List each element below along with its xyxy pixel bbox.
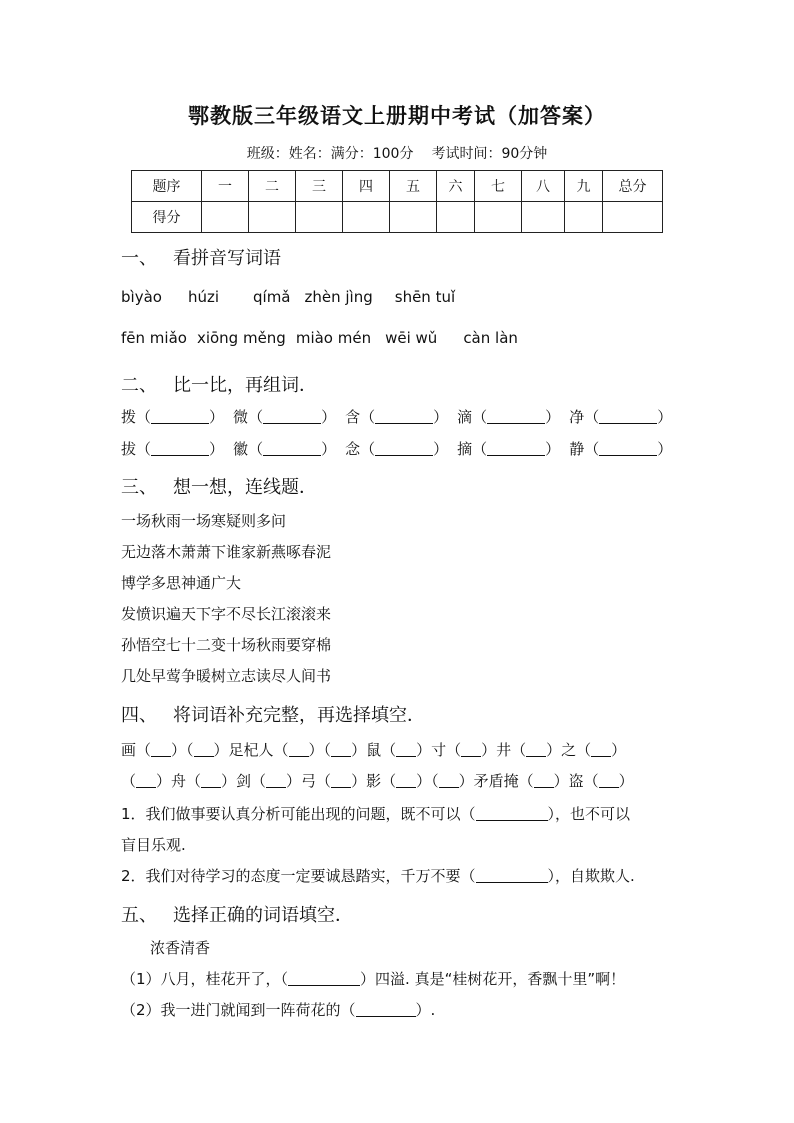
question-text: （1）八月，桂花开了，（	[121, 970, 289, 988]
idiom-text: ）	[611, 741, 627, 759]
table-header-cell: 三	[296, 171, 343, 202]
section-number: 二、	[121, 375, 157, 396]
idiom-text: ）影（	[351, 772, 397, 790]
answer-blank[interactable]	[487, 441, 545, 456]
answer-blank[interactable]	[331, 773, 351, 788]
section-number: 一、	[121, 248, 157, 269]
score-cell[interactable]	[475, 202, 522, 233]
char-label: 徽	[233, 440, 249, 458]
question-text: （2）我一进门就闻到一阵荷花的（	[121, 1001, 356, 1019]
score-cell[interactable]	[437, 202, 475, 233]
answer-blank[interactable]	[599, 773, 619, 788]
score-table-score-row	[132, 202, 663, 233]
char-label: 净	[569, 408, 585, 426]
char-item: 徽（ ）	[233, 440, 337, 458]
answer-blank[interactable]	[396, 773, 416, 788]
idiom-text: ）（	[416, 772, 439, 790]
idiom-text: ）盗（	[553, 772, 599, 790]
section-number: 三、	[121, 477, 157, 498]
score-cell[interactable]	[249, 202, 296, 233]
idiom-text: ）矛盾掩（	[458, 772, 534, 790]
char-label: 念	[345, 440, 361, 458]
table-header-cell: 四	[343, 171, 390, 202]
pinyin-item: zhèn jìng	[304, 288, 373, 306]
char-item: 滴（ ）	[457, 408, 561, 426]
section-title: 选择正确的词语填空．	[173, 905, 353, 926]
answer-blank[interactable]	[396, 742, 416, 757]
question-text: ）四溢. 真是“桂树花开，香飘十里”啊！	[360, 970, 626, 988]
answer-blank[interactable]	[534, 773, 554, 788]
answer-blank[interactable]	[591, 742, 611, 757]
char-label: 拔	[121, 440, 137, 458]
section-2-heading	[121, 371, 317, 397]
idiom-row-1	[121, 739, 626, 760]
section-number: 四、	[121, 705, 157, 726]
table-header-cell: 总分	[603, 171, 663, 202]
char-item: 净（ ）	[569, 408, 673, 426]
question-text: 2．我们对待学习的态度一定要诚恳踏实，千万不要（	[121, 867, 476, 885]
score-cell[interactable]	[296, 202, 343, 233]
idiom-text: ）鼠（	[351, 741, 397, 759]
matching-line: 博学多思神通广大	[121, 574, 242, 592]
table-header-cell: 五	[390, 171, 437, 202]
score-table-header-row	[132, 171, 663, 202]
idiom-text: ）之（	[546, 741, 592, 759]
pinyin-row-1	[121, 288, 461, 306]
char-item: 微（ ）	[233, 408, 337, 426]
question-text: ）.	[415, 1001, 436, 1019]
answer-blank[interactable]	[487, 409, 545, 424]
pinyin-item: miào mén	[295, 329, 372, 347]
idiom-text: ）剑（	[221, 772, 267, 790]
question-4-1	[121, 803, 630, 824]
answer-blank[interactable]	[599, 441, 657, 456]
page-title: 鄂教版三年级语文上册期中考试（加答案）	[188, 103, 606, 128]
char-label: 滴	[457, 408, 473, 426]
answer-blank[interactable]	[136, 773, 156, 788]
table-header-cell: 八	[522, 171, 565, 202]
idiom-text: ）舟（	[156, 772, 202, 790]
idiom-text: ）足杞人（	[213, 741, 289, 759]
char-label: 摘	[457, 440, 473, 458]
exam-time-label: 考试时间：90分钟	[431, 146, 548, 162]
answer-blank[interactable]	[599, 409, 657, 424]
char-item: 含（ ）	[345, 408, 449, 426]
question-5-2	[121, 999, 435, 1020]
table-header-cell: 七	[475, 171, 522, 202]
section-5-heading	[121, 901, 353, 927]
answer-blank[interactable]	[151, 409, 209, 424]
char-label: 静	[569, 440, 585, 458]
idiom-text: ）（	[171, 741, 194, 759]
answer-blank[interactable]	[194, 742, 214, 757]
table-header-cell: 六	[437, 171, 475, 202]
char-label: 含	[345, 408, 361, 426]
class-name-score-label: 班级：姓名：满分：100分	[246, 146, 414, 162]
answer-blank[interactable]	[439, 773, 459, 788]
answer-blank[interactable]	[263, 409, 321, 424]
section-number: 五、	[121, 905, 157, 926]
answer-blank[interactable]	[461, 742, 481, 757]
answer-blank[interactable]	[266, 773, 286, 788]
idiom-row-2	[121, 770, 634, 791]
char-item: 念（ ）	[345, 440, 449, 458]
question-4-2	[121, 865, 635, 886]
score-cell[interactable]	[522, 202, 565, 233]
char-item: 摘（ ）	[457, 440, 561, 458]
pinyin-item: xiōng měng	[196, 329, 286, 347]
idiom-text: ）（	[308, 741, 332, 759]
section-1-heading	[121, 244, 281, 270]
matching-line: 一场秋雨一场寒疑则多问	[121, 512, 287, 530]
question-text: ），自欺欺人.	[547, 867, 635, 885]
answer-blank[interactable]	[356, 1002, 416, 1017]
char-label: 拨	[121, 408, 137, 426]
answer-blank[interactable]	[201, 773, 221, 788]
pinyin-item: fēn miǎo	[121, 329, 187, 347]
section-title: 比一比，再组词．	[173, 375, 317, 396]
pinyin-item: húzi	[187, 288, 219, 306]
answer-blank[interactable]	[375, 409, 433, 424]
answer-blank[interactable]	[526, 742, 546, 757]
answer-blank[interactable]	[375, 441, 433, 456]
idiom-text: 画（	[121, 741, 152, 759]
score-row-label: 得分	[132, 202, 202, 233]
score-cell[interactable]	[343, 202, 390, 233]
char-item: 拔（ ）	[121, 440, 225, 458]
char-label: 微	[233, 408, 249, 426]
char-item: 静（ ）	[569, 440, 673, 458]
section-title: 将词语补充完整，再选择填空．	[173, 705, 425, 726]
section-3-heading	[121, 473, 317, 499]
answer-blank[interactable]	[151, 742, 171, 757]
score-table	[131, 170, 663, 233]
answer-blank[interactable]	[476, 868, 548, 883]
answer-blank[interactable]	[331, 742, 351, 757]
matching-line: 孙悟空七十二变十场秋雨要穿棉	[121, 636, 332, 654]
question-4-1-cont: 盲目乐观.	[121, 836, 186, 854]
answer-blank[interactable]	[288, 971, 360, 986]
question-5-1	[121, 968, 625, 989]
matching-line: 无边落木萧萧下谁家新燕啄春泥	[121, 543, 332, 561]
score-cell[interactable]	[202, 202, 249, 233]
score-cell[interactable]	[390, 202, 437, 233]
subtitle	[0, 143, 794, 163]
pinyin-item: qímǎ	[253, 288, 291, 306]
answer-blank[interactable]	[263, 441, 321, 456]
char-item: 拨（ ）	[121, 408, 225, 426]
score-cell[interactable]	[565, 202, 603, 233]
table-header-cell: 题序	[132, 171, 202, 202]
answer-blank[interactable]	[289, 742, 309, 757]
pinyin-item: bìyào	[121, 288, 162, 306]
answer-blank[interactable]	[476, 806, 548, 821]
idiom-text: ）弓（	[286, 772, 332, 790]
table-header-cell: 九	[565, 171, 603, 202]
section-title: 看拼音写词语	[173, 248, 281, 269]
answer-blank[interactable]	[151, 441, 209, 456]
matching-line: 发愤识遍天下字不尽长江滚滚来	[121, 605, 332, 623]
word-group-row-2	[121, 438, 681, 459]
question-text: ），也不可以	[547, 805, 631, 823]
idiom-text: ）井（	[481, 741, 527, 759]
pinyin-item: shēn tuǐ	[394, 288, 456, 306]
idiom-text: ）	[618, 772, 634, 790]
word-group-row-1	[121, 406, 681, 427]
idiom-text: （	[121, 772, 137, 790]
section-4-heading	[121, 701, 425, 727]
pinyin-row-2	[121, 329, 524, 347]
pinyin-item: wēi wǔ	[385, 329, 438, 347]
matching-line: 几处早莺争暖树立志读尽人间书	[121, 667, 332, 685]
table-header-cell: 一	[202, 171, 249, 202]
pinyin-item: càn làn	[463, 329, 518, 347]
idiom-text: ）寸（	[416, 741, 462, 759]
section-title: 想一想，连线题．	[173, 477, 317, 498]
word-options: 浓香清香	[150, 939, 211, 957]
score-cell[interactable]	[603, 202, 663, 233]
question-text: 1．我们做事要认真分析可能出现的问题，既不可以（	[121, 805, 476, 823]
table-header-cell: 二	[249, 171, 296, 202]
